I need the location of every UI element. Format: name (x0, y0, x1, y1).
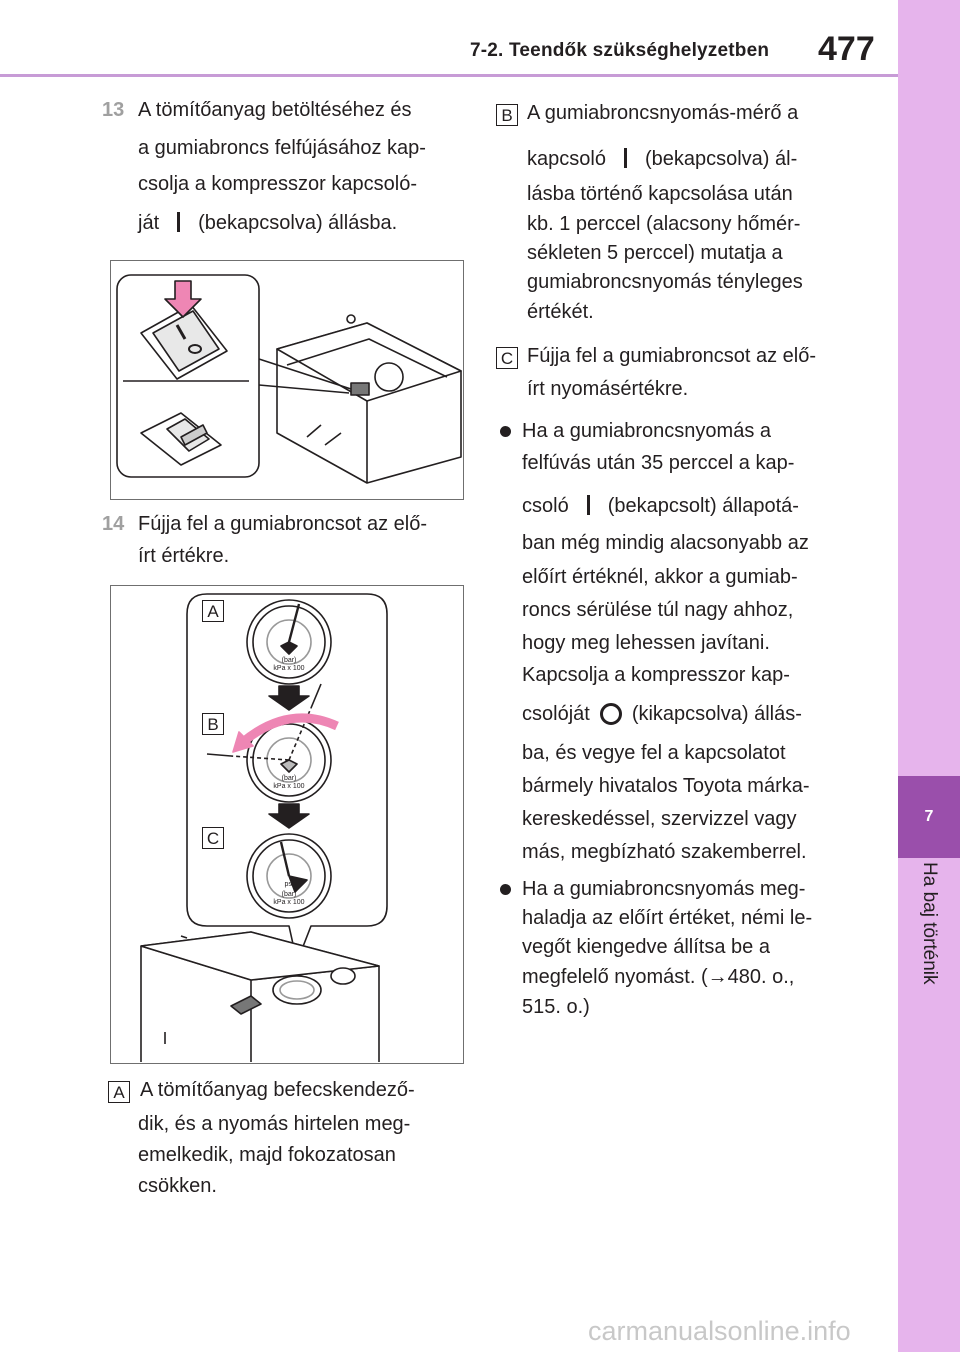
step-14-line2: írt értékre. (138, 545, 230, 567)
chapter-label: Ha baj történik (919, 862, 940, 985)
step-13-line1: A tömítőanyag betöltéséhez és (138, 99, 412, 121)
chapter-side-tab (898, 0, 960, 1352)
bullet-1-line2: felfúvás után 35 perccel a kap- (522, 452, 795, 474)
bullet-1-line9a: csolóját (522, 703, 590, 725)
bullet-2-line3: vegőt kiengedve állítsa be a (522, 936, 770, 958)
bullet-2-line2: haladja az előírt értéket, némi le- (522, 907, 813, 929)
note-b-line4: kb. 1 perccel (alacsony hőmér- (527, 213, 801, 235)
gauge-c-psi: psi (284, 881, 294, 888)
note-a-line2: dik, és a nyomás hirtelen meg- (138, 1113, 411, 1135)
bullet-2-dot (500, 884, 511, 895)
note-b-line5: sékleten 5 perccel) mutatja a (527, 242, 783, 264)
bullet-1-line3b: (bekapcsolt) állapotá- (607, 495, 799, 517)
bullet-1-line9 (522, 698, 802, 730)
step-14-number: 14 (102, 513, 125, 535)
bullet-1-line3a: csoló (522, 495, 569, 517)
gauge-c-unit: kPa x 100 (273, 899, 305, 906)
note-c-line1: Fújja fel a gumiabroncsot az elő- (527, 345, 817, 367)
note-b-line7: értékét. (527, 301, 594, 323)
note-c-line2: írt nyomásértékre. (527, 378, 689, 400)
gauge-label-b: B (202, 713, 224, 735)
bullet-1-line4: ban még mindig alacsonyabb az (522, 532, 809, 554)
compressor-switch-illustration (111, 261, 463, 499)
bullet-2-line1: Ha a gumiabroncsnyomás meg- (522, 878, 806, 900)
step-13-line4a: ját (138, 212, 160, 234)
gauge-c-bar: (bar) (281, 891, 297, 898)
bullet-1-line8: Kapcsolja a kompresszor kap- (522, 664, 790, 686)
step-14-line1: Fújja fel a gumiabroncsot az elő- (138, 513, 428, 535)
step-13-line3: csolja a kompresszor kapcsoló- (138, 173, 417, 195)
bullet-1-line3 (522, 490, 799, 522)
watermark: carmanualsonline.info (588, 1316, 851, 1346)
note-b-line2a: kapcsoló (527, 148, 606, 170)
bullet-1-line12: kereskedéssel, szervizzel vagy (522, 808, 797, 830)
note-b-line3: lásba történő kapcsolása után (527, 183, 793, 205)
note-b-line2b: (bekapcsolva) ál- (644, 148, 798, 170)
pressure-gauge-illustration (111, 586, 463, 1063)
bullet-1-line7: hogy meg lehessen javítani. (522, 632, 770, 654)
bullet-1-line5: előírt értéknél, akkor a gumiab- (522, 566, 798, 588)
chapter-label-wrap (900, 862, 960, 1062)
bullet-1-line1: Ha a gumiabroncsnyomás a (522, 420, 772, 442)
bullet-1-line9b: (kikapcsolva) állás- (631, 703, 802, 725)
on-symbol-icon (624, 148, 627, 168)
bullet-1-line13: más, megbízható szakemberrel. (522, 841, 807, 863)
on-symbol-icon (177, 212, 180, 232)
note-b-line1: A gumiabroncsnyomás-mérő a (527, 102, 799, 124)
off-symbol-icon (600, 703, 622, 725)
note-c-label: C (496, 347, 518, 369)
note-a-label: A (108, 1081, 130, 1103)
bullet-1-dot (500, 426, 511, 437)
note-a-line1: A tömítőanyag befecskendező- (140, 1079, 415, 1101)
step-13-number: 13 (102, 99, 125, 121)
step-13-line2: a gumiabroncs felfújásához kap- (138, 137, 426, 159)
figure-pressure-gauge (110, 585, 464, 1064)
gauge-b-unit: kPa x 100 (273, 783, 305, 790)
note-a-line3: emelkedik, majd fokozatosan (138, 1144, 396, 1166)
figure-compressor-switch (110, 260, 464, 500)
bullet-2-line4: megfelelő nyomást. (→480. o., (522, 966, 795, 988)
bullet-2-line5: 515. o.) (522, 996, 590, 1018)
header-rule (0, 74, 898, 77)
gauge-b-bar: (bar) (281, 775, 297, 782)
note-b-line6: gumiabroncsnyomás tényleges (527, 271, 803, 293)
bullet-1-line11: bármely hivatalos Toyota márka- (522, 775, 810, 797)
note-b-line2 (527, 143, 797, 175)
chapter-number: 7 (898, 776, 960, 858)
gauge-a-bar: (bar) (281, 657, 297, 664)
note-b-label: B (496, 104, 518, 126)
page-number: 477 (818, 30, 875, 68)
section-title: 7-2. Teendők szükséghelyzetben (470, 40, 770, 61)
bullet-1-line10: ba, és vegye fel a kapcsolatot (522, 742, 786, 764)
on-symbol-icon (587, 495, 590, 515)
gauge-label-a: A (202, 600, 224, 622)
bullet-1-line6: roncs sérülése túl nagy ahhoz, (522, 599, 794, 621)
step-13-line4b: (bekapcsolva) állásba. (198, 212, 398, 234)
gauge-label-c: C (202, 827, 224, 849)
step-13-line4 (138, 207, 397, 239)
gauge-a-unit: kPa x 100 (273, 665, 305, 672)
note-a-line4: csökken. (138, 1175, 217, 1197)
